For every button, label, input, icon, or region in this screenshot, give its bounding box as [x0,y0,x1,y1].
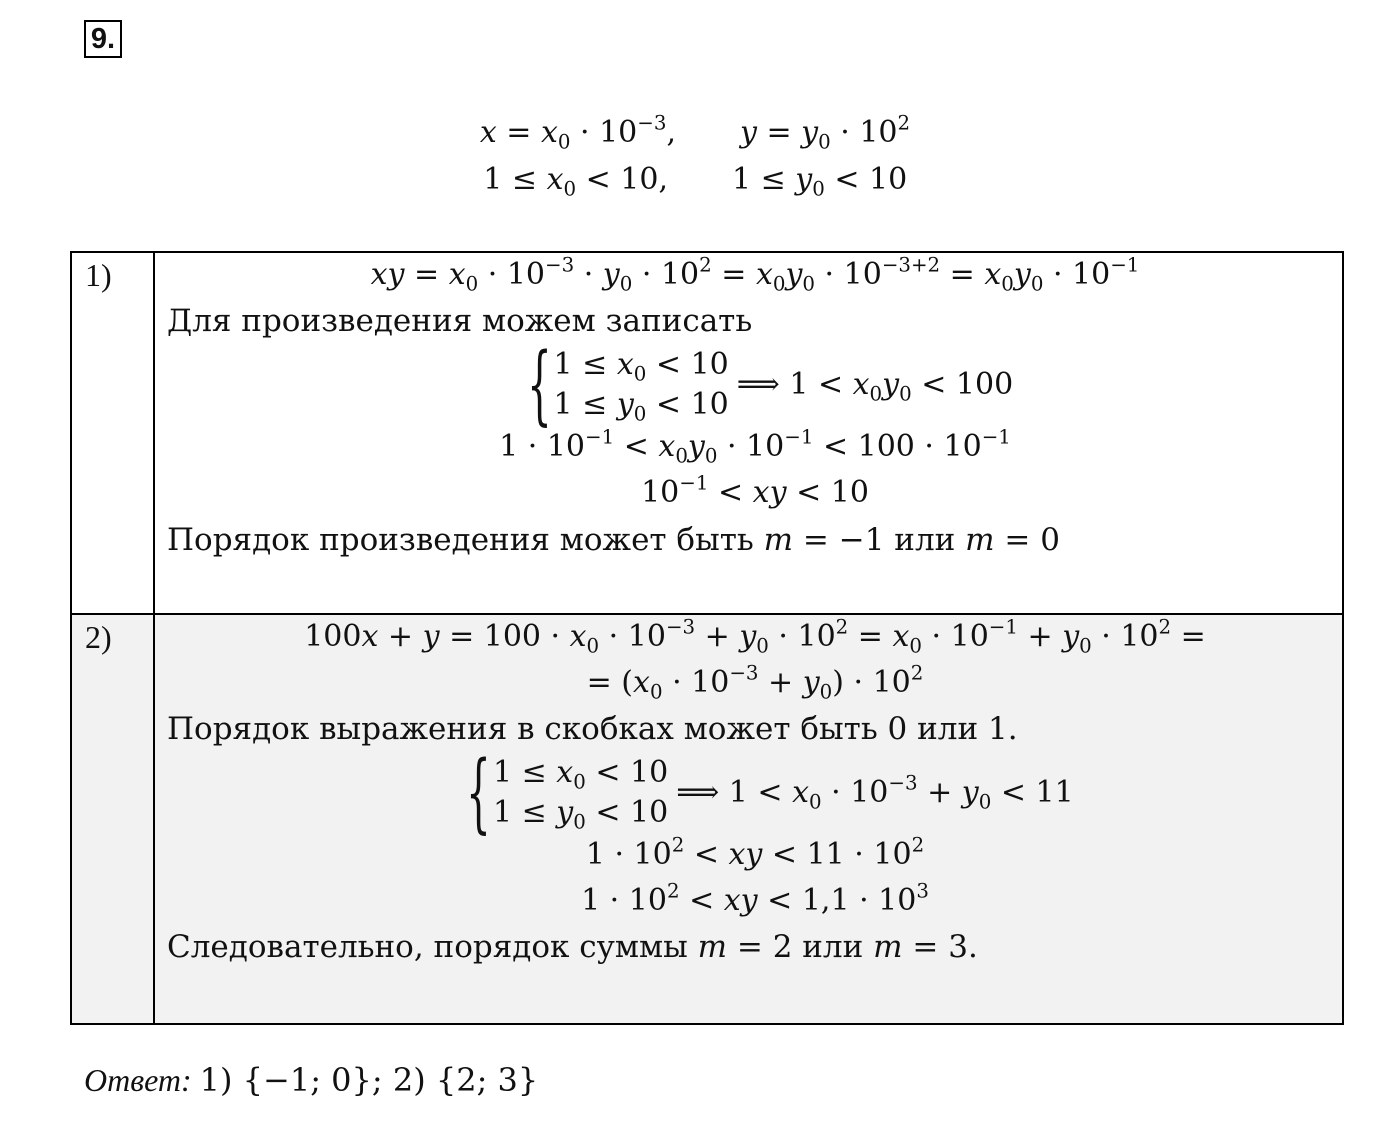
given-x-definition: $x = x_0 \cdot 10^{-3}$, [479,111,676,154]
solution-table [70,251,1344,1025]
part-2-system-line-2: $1 \le y_0 < 10$ [493,795,669,834]
problem-number: 9. [84,20,122,58]
given-y-range: $1 \le y_0 < 10$ [732,162,908,201]
part-2-eq-1: $100x + y = 100 \cdot x_0 \cdot 10^{-3} + y_0 \cdot 10^2 = x_0 \cdot 10^{-1} + y_0 \cdot 10^2$ = [304,615,1206,658]
part-2-content [154,614,1343,1024]
part-2-system-line-1: $1 \le x_0 < 10$ [493,755,669,794]
part-1-system [155,335,1355,435]
part-2-system-result: ⟹ $1 < x_0 \cdot 10^{-3} + y_0 < 11$ [676,771,1074,814]
brace-symbol: { [526,335,552,435]
part-1-system-result: ⟹ $1 < x_0y_0 < 100$ [736,367,1014,406]
part-1-eq-3: $10^{-1}$ < xy < 10 [641,471,869,510]
part-1-number: 1) [71,252,154,614]
part-1-text: Для произведения можем записать [167,303,753,339]
part-2-conclusion: Следовательно, порядок суммы m = 2 или m = 3. [167,929,978,965]
part-2-system [155,743,1355,843]
part-1-system-line-2: $1 \le y_0 < 10$ [553,387,729,426]
part-2-row [71,614,1343,1024]
answer-value: 1) {−1; 0}; 2) {2; 3} [199,1061,539,1099]
part-2-text: Порядок выражения в скобках может быть 0 или 1. [167,711,1018,747]
answer [84,1060,538,1100]
part-1-content [154,252,1343,614]
brace-symbol: { [466,743,491,843]
part-1-system-line-1: $1 \le x_0 < 10$ [553,347,729,386]
part-2-number: 2) [71,614,154,1024]
part-2-eq-3: $1 \cdot 10^2$ < xy < $1,1 \cdot 10^3$ [581,879,929,918]
part-2-eq-1b: = $(x_0 \cdot 10^{-3} + y_0) \cdot 10^2$ [586,661,924,704]
part-1-eq-1: xy = $x_0 \cdot 10^{-3} \cdot y_0 \cdot 10^2 = x_0y_0 \cdot 10^{-3+2} = x_0y_0 \cdot 10^{-1}$ [370,253,1140,296]
given-y-definition: $y = y_0 \cdot 10^2$ [740,111,911,154]
part-1-eq-2: $1 \cdot 10^{-1} < x_0y_0 \cdot 10^{-1} < 100 \cdot 10^{-1}$ [499,425,1011,468]
given-x-range: $1 \le x_0 < 10$, [483,162,668,201]
part-2-eq-2: $1 \cdot 10^2$ < xy < $11 \cdot 10^2$ [585,833,925,872]
part-1-row [71,252,1343,614]
part-1-conclusion: Порядок произведения может быть m = −1 или m = 0 [167,522,1060,558]
answer-label: Ответ: [84,1062,192,1098]
